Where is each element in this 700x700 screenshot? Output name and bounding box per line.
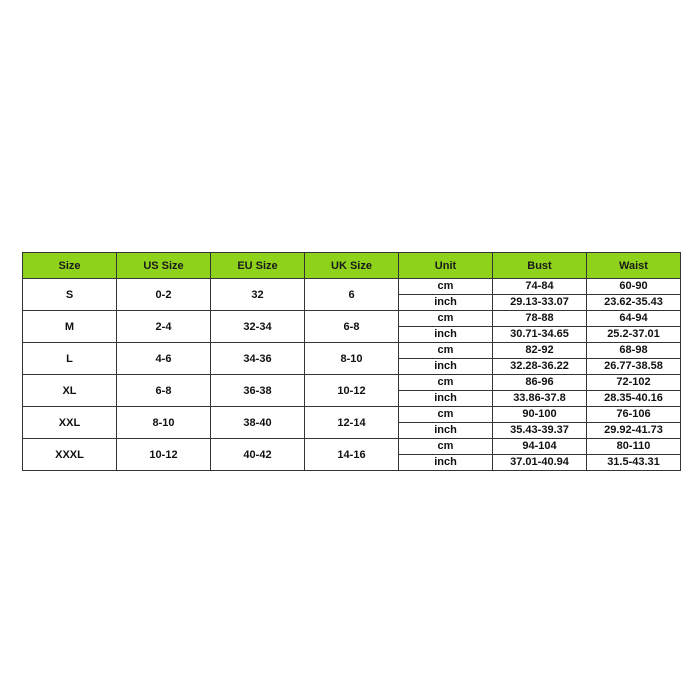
- table-row: [23, 375, 681, 391]
- bust-cell: 32.28-36.22: [493, 359, 587, 375]
- waist-cell: 25.2-37.01: [587, 327, 681, 343]
- unit-cell: inch: [399, 455, 493, 471]
- unit-cell: cm: [399, 279, 493, 295]
- waist-cell: 76-106: [587, 407, 681, 423]
- size-chart-table: [22, 252, 681, 471]
- bust-cell: 94-104: [493, 439, 587, 455]
- header-size: Size: [23, 253, 117, 279]
- eu-size-cell: 32: [211, 279, 305, 311]
- size-cell: XXL: [23, 407, 117, 439]
- bust-cell: 78-88: [493, 311, 587, 327]
- table-row: [23, 343, 681, 359]
- bust-cell: 35.43-39.37: [493, 423, 587, 439]
- size-cell: S: [23, 279, 117, 311]
- unit-cell: inch: [399, 423, 493, 439]
- us-size-cell: 6-8: [117, 375, 211, 407]
- eu-size-cell: 32-34: [211, 311, 305, 343]
- eu-size-cell: 34-36: [211, 343, 305, 375]
- size-cell: M: [23, 311, 117, 343]
- waist-cell: 28.35-40.16: [587, 391, 681, 407]
- uk-size-cell: 8-10: [305, 343, 399, 375]
- eu-size-cell: 38-40: [211, 407, 305, 439]
- eu-size-cell: 36-38: [211, 375, 305, 407]
- unit-cell: inch: [399, 327, 493, 343]
- waist-cell: 31.5-43.31: [587, 455, 681, 471]
- us-size-cell: 10-12: [117, 439, 211, 471]
- us-size-cell: 8-10: [117, 407, 211, 439]
- size-cell: XL: [23, 375, 117, 407]
- table-row: [23, 279, 681, 295]
- size-cell: L: [23, 343, 117, 375]
- us-size-cell: 4-6: [117, 343, 211, 375]
- unit-cell: cm: [399, 375, 493, 391]
- bust-cell: 82-92: [493, 343, 587, 359]
- uk-size-cell: 10-12: [305, 375, 399, 407]
- uk-size-cell: 14-16: [305, 439, 399, 471]
- table-row: [23, 311, 681, 327]
- bust-cell: 30.71-34.65: [493, 327, 587, 343]
- uk-size-cell: 6-8: [305, 311, 399, 343]
- header-uk-size: UK Size: [305, 253, 399, 279]
- unit-cell: cm: [399, 311, 493, 327]
- uk-size-cell: 6: [305, 279, 399, 311]
- table-row: [23, 407, 681, 423]
- header-bust: Bust: [493, 253, 587, 279]
- us-size-cell: 2-4: [117, 311, 211, 343]
- size-chart-body: [23, 279, 681, 471]
- bust-cell: 74-84: [493, 279, 587, 295]
- header-eu-size: EU Size: [211, 253, 305, 279]
- waist-cell: 72-102: [587, 375, 681, 391]
- table-row: [23, 439, 681, 455]
- header-unit: Unit: [399, 253, 493, 279]
- bust-cell: 86-96: [493, 375, 587, 391]
- uk-size-cell: 12-14: [305, 407, 399, 439]
- waist-cell: 26.77-38.58: [587, 359, 681, 375]
- waist-cell: 60-90: [587, 279, 681, 295]
- bust-cell: 29.13-33.07: [493, 295, 587, 311]
- unit-cell: cm: [399, 439, 493, 455]
- waist-cell: 68-98: [587, 343, 681, 359]
- unit-cell: inch: [399, 359, 493, 375]
- bust-cell: 90-100: [493, 407, 587, 423]
- eu-size-cell: 40-42: [211, 439, 305, 471]
- waist-cell: 23.62-35.43: [587, 295, 681, 311]
- unit-cell: inch: [399, 391, 493, 407]
- unit-cell: inch: [399, 295, 493, 311]
- header-us-size: US Size: [117, 253, 211, 279]
- us-size-cell: 0-2: [117, 279, 211, 311]
- waist-cell: 29.92-41.73: [587, 423, 681, 439]
- waist-cell: 80-110: [587, 439, 681, 455]
- unit-cell: cm: [399, 343, 493, 359]
- size-chart-header: [23, 253, 681, 279]
- unit-cell: cm: [399, 407, 493, 423]
- waist-cell: 64-94: [587, 311, 681, 327]
- bust-cell: 33.86-37.8: [493, 391, 587, 407]
- header-row: [23, 253, 681, 279]
- size-cell: XXXL: [23, 439, 117, 471]
- bust-cell: 37.01-40.94: [493, 455, 587, 471]
- header-waist: Waist: [587, 253, 681, 279]
